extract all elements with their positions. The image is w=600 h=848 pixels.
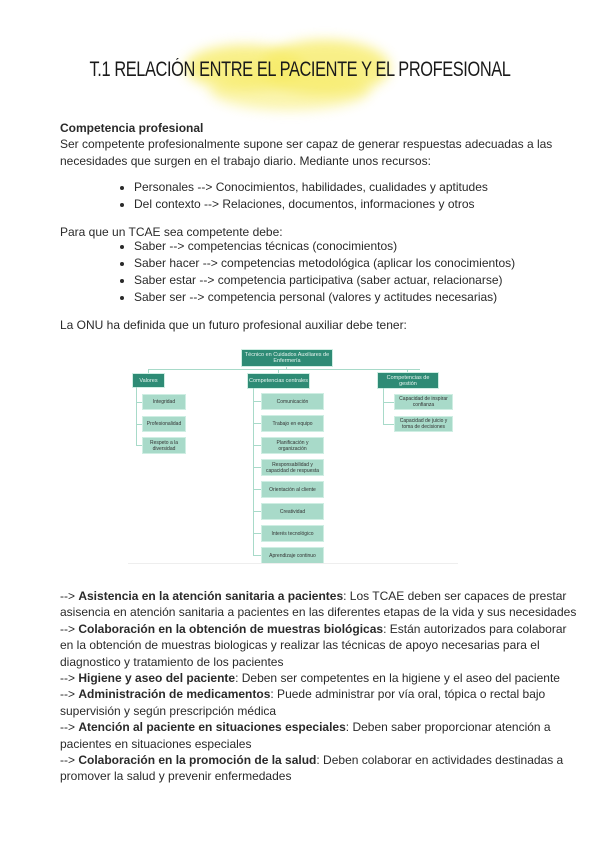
list-item: • Personales --> Conocimientos, habilidades, cualidades y aptitudes <box>134 179 488 196</box>
list-item: • Saber estar --> competencia participativa (saber actuar, relacionarse) <box>134 272 515 289</box>
diagram-node: Trabajo en equipo <box>262 416 323 431</box>
funcion-title: Asistencia en la atención sanitaria a pacientes <box>78 589 344 603</box>
diagram-node: Respeto a la diversidad <box>143 438 185 453</box>
funcion-text: diagnostico y tratamiento de los pacientes <box>60 654 284 669</box>
funcion-item <box>60 670 560 686</box>
diagram-node-gestion: Competencias de gestión <box>378 373 438 388</box>
diagram-node: Profesionalidad <box>143 417 185 431</box>
diagram-node: Integridad <box>143 395 185 409</box>
paragraph: Ser competente profesionalmente supone ser capaz de generar respuestas adecuadas a las <box>60 137 553 151</box>
diagram-node-centrales: Competencias centrales <box>248 374 309 388</box>
arrow: --> <box>60 753 79 768</box>
diagram-node-valores: Valores <box>133 374 164 387</box>
funcion-text: promover la salud y prevenir enfermedades <box>60 769 292 784</box>
list-item: • Saber --> competencias técnicas (conocimientos) <box>134 238 515 255</box>
diagram-connector <box>253 445 262 446</box>
funcion-title: Higiene y aseo del paciente <box>78 671 236 686</box>
diagram-connector <box>253 467 262 468</box>
diagram-connector <box>253 555 262 556</box>
paragraph: Para que un TCAE sea competente debe: <box>60 225 283 239</box>
funciones-list <box>60 588 577 785</box>
funcion-item <box>60 621 567 637</box>
funcion-text: : Deben saber proporcionar atención a <box>345 720 551 735</box>
funcion-title: Colaboración en la promoción de la salud <box>78 753 317 768</box>
page-title: T.1 RELACIÓN ENTRE EL PACIENTE Y EL PROFESIONAL <box>89 58 511 81</box>
arrow: --> <box>60 621 79 636</box>
list-item: • Del contexto --> Relaciones, documentos, informaciones y otros <box>134 196 488 213</box>
diagram-node: Comunicación <box>262 394 323 409</box>
arrow: --> <box>60 720 79 735</box>
recursos-list <box>116 179 488 213</box>
diagram-node: Capacidad de inspirar confianza <box>395 395 452 409</box>
funcion-text: en la obtención de muestras biologicas y realizar las técnicas de apoyo necesarias para el <box>60 638 540 653</box>
diagram-node: Interés tecnológico <box>262 526 323 541</box>
tcae-list <box>116 238 515 306</box>
diagram-node: Capacidad de juicio y toma de decisiones <box>395 417 452 431</box>
funcion-text: : Los TCAE deben ser capaces de prestar <box>343 589 567 603</box>
arrow: --> <box>60 687 79 702</box>
paragraph: La ONU ha definida que un futuro profesional auxiliar debe tener: <box>60 318 407 332</box>
funcion-title: Colaboración en la obtención de muestras biológicas <box>78 621 384 636</box>
diagram-connector <box>253 401 262 402</box>
diagram-connector <box>253 533 262 534</box>
funcion-text: : Puede administrar por vía oral, tópica o rectal bajo <box>270 687 546 702</box>
funcion-text: : Deben ser competentes en la higiene y el aseo del paciente <box>235 671 560 686</box>
funcion-text: asisencia en atención sanitaria a pacientes en las diferentes etapas de la vida y sus necesidades <box>60 605 577 620</box>
section-heading: Competencia profesional <box>60 121 204 135</box>
diagram-node: Creatividad <box>262 504 323 519</box>
diagram-node: Aprendizaje continuo <box>262 548 323 563</box>
diagram-node: Orientación al cliente <box>262 482 323 497</box>
funcion-text: supervisión y según prescripción médica <box>60 703 277 718</box>
diagram-connector <box>253 511 262 512</box>
diagram-node: Planificación y organización <box>262 438 323 453</box>
list-item: • Saber hacer --> competencias metodológica (aplicar los conocimientos) <box>134 255 515 272</box>
funcion-item <box>60 719 551 735</box>
funcion-text: pacientes en situaciones especiales <box>60 736 252 751</box>
funcion-item <box>60 752 564 768</box>
arrow: --> <box>60 589 79 603</box>
funcion-item <box>60 686 546 702</box>
diagram-node: Responsabilidad y capacidad de respuesta <box>262 460 323 475</box>
diagram-root-node: Técnico en Cuidados Auxiliares de Enfermería <box>242 350 332 366</box>
arrow: --> <box>60 671 79 686</box>
funcion-text: : Están autorizados para colaborar <box>383 621 567 636</box>
diagram-connector <box>253 489 262 490</box>
paragraph: necesidades que surgen en el trabajo diario. Mediante unos recursos: <box>60 154 431 168</box>
list-item: • Saber ser --> competencia personal (valores y actitudes necesarias) <box>134 289 515 306</box>
funcion-text: : Deben colaborar en actividades destinadas a <box>316 753 564 768</box>
diagram-connector <box>253 423 262 424</box>
funcion-title: Atención al paciente en situaciones especiales <box>78 720 346 735</box>
funcion-item <box>60 588 567 604</box>
funcion-title: Administración de medicamentos <box>78 687 271 702</box>
